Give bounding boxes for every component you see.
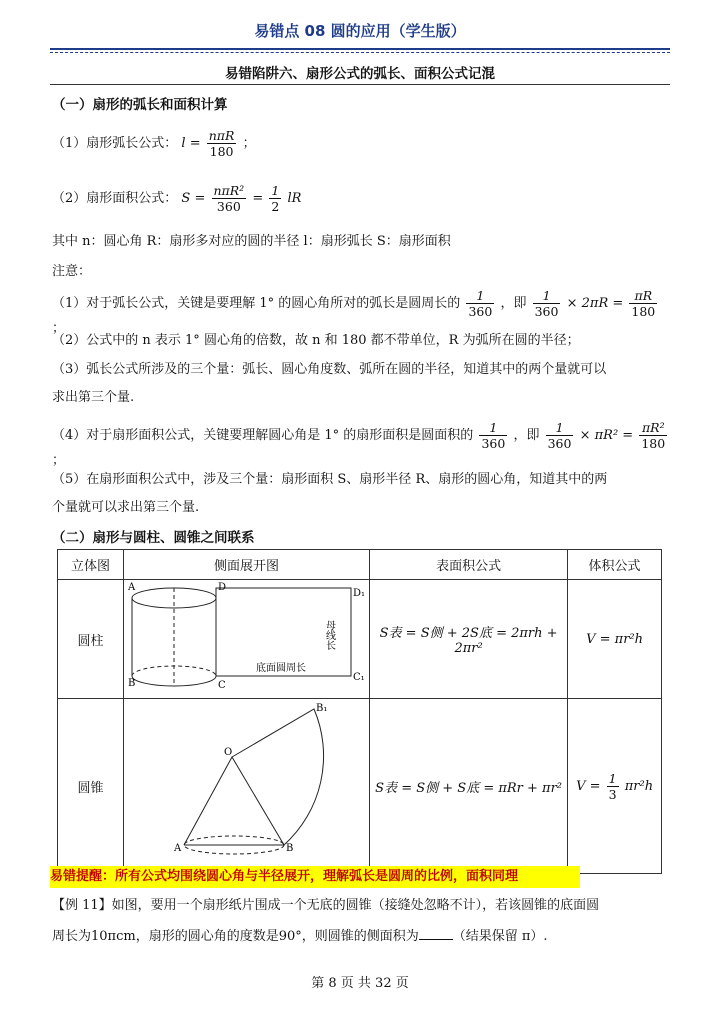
numerator: 1 <box>608 770 617 786</box>
denominator: 2 <box>271 199 280 214</box>
label-D: D <box>218 582 227 593</box>
example-line-1: 【例 11】如图，要用一个扇形纸片围成一个无底的圆锥（接缝处忽略不计），若该圆锥的底面圆 <box>52 898 600 913</box>
formula-lhs: S = <box>181 191 206 206</box>
cylinder-surface-formula: S表 = S侧 + 2S底 = 2πrh + 2πr² <box>370 580 568 699</box>
sector <box>232 709 324 845</box>
row-name: 圆锥 <box>58 699 124 874</box>
note-3b: 求出第三个量. <box>52 390 135 405</box>
formula-label: （1）扇形弧长公式： <box>52 136 178 151</box>
table-header: 侧面展开图 <box>124 550 370 580</box>
note-text: ，即 <box>513 428 540 443</box>
numerator: πR² <box>639 420 667 436</box>
equals: = <box>252 191 264 206</box>
fraction <box>269 183 281 214</box>
cone-surface-formula: S表 = S侧 + S底 = πRr + πr² <box>370 699 568 874</box>
denominator: 360 <box>547 436 572 451</box>
cone-net-cell <box>124 699 370 874</box>
label-D1: D₁ <box>353 588 366 599</box>
note-text: （4）对于扇形面积公式，关键要理解圆心角是 1° 的扇形面积是圆面积的 <box>52 428 474 443</box>
note-text: ； <box>52 453 66 468</box>
table-header: 体积公式 <box>568 550 662 580</box>
volume-lhs: V = <box>576 778 601 794</box>
label-A: A <box>174 843 182 854</box>
fraction <box>479 420 507 451</box>
label-B1: B₁ <box>316 703 328 714</box>
example-line-2 <box>52 927 548 947</box>
fraction <box>466 288 494 319</box>
cylinder-net-cell <box>124 580 370 699</box>
note-text: ，即 <box>500 296 527 311</box>
formula-end: lR <box>287 191 302 206</box>
trap-rule <box>50 84 670 85</box>
fraction <box>629 288 657 319</box>
note-3a: （3）弧长公式所涉及的三个量：弧长、圆心角度数、弧所在圆的半径，知道其中的两个量就可以 <box>52 362 607 377</box>
label-side-length: 母线长 <box>323 620 335 650</box>
example-text: 周长为10πcm，扇形的圆心角的度数是90°，则圆锥的侧面积为 <box>52 929 419 944</box>
fraction <box>546 420 574 451</box>
numerator: 1 <box>546 420 574 436</box>
arc-length-formula <box>52 128 256 159</box>
page-footer: 第 8 页 共 32 页 <box>311 976 409 991</box>
cone-side-left <box>184 757 232 845</box>
header-rule <box>50 48 670 50</box>
denominator: 180 <box>641 436 666 451</box>
cone-net-diagram <box>124 699 369 869</box>
label-O: O <box>224 747 233 758</box>
cylinder-volume-formula: V = πr²h <box>568 580 662 699</box>
note-text: ； <box>52 321 66 336</box>
where-line: 其中 n：圆心角 R：扇形多对应的圆的半径 l：扇形弧长 S：扇形面积 <box>52 234 451 249</box>
formula-end: ； <box>242 136 256 151</box>
fraction <box>207 128 237 159</box>
fraction <box>607 771 619 802</box>
formula-label: （2）扇形面积公式： <box>52 191 178 206</box>
label-B: B <box>128 678 136 689</box>
header-rule-dashed <box>50 52 670 53</box>
note-2: （2）公式中的 n 表示 1° 圆心角的倍数，故 n 和 180 都不带单位，R 为弧所在圆的半径； <box>52 333 580 348</box>
numerator: nπR <box>208 128 235 143</box>
mistake-tip: 易错提醒：所有公式均围绕圆心角与半径展开，理解弧长是圆周的比例，面积同理 <box>50 866 580 888</box>
section2-heading: （二）扇形与圆柱、圆锥之间联系 <box>52 530 255 546</box>
table-row <box>58 580 662 699</box>
numerator: πR <box>629 288 657 304</box>
table-row <box>58 699 662 874</box>
label-C1: C₁ <box>353 672 365 683</box>
denominator: 360 <box>534 304 559 319</box>
label-C: C <box>218 680 226 691</box>
numerator: 1 <box>271 183 280 198</box>
numerator: 1 <box>466 288 494 304</box>
section1-heading: （一）扇形的弧长和面积计算 <box>52 97 228 113</box>
numerator: 1 <box>533 288 561 304</box>
formula-lhs: l = <box>181 136 201 151</box>
answer-blank[interactable] <box>419 939 453 940</box>
denominator: 180 <box>631 304 656 319</box>
denominator: 360 <box>468 304 493 319</box>
note-4 <box>52 420 672 471</box>
formula-table <box>57 549 662 874</box>
numerator: nπR² <box>213 183 245 198</box>
table-header-row <box>58 550 662 580</box>
denominator: 360 <box>216 199 241 214</box>
label-A: A <box>128 582 136 593</box>
cone-volume-formula <box>568 699 662 874</box>
note-formula: × πR² = <box>579 428 634 443</box>
label-B: B <box>286 843 294 854</box>
area-formula <box>52 183 301 214</box>
row-name: 圆柱 <box>58 580 124 699</box>
header-title: 易错点 08 圆的应用（学生版） <box>254 22 466 40</box>
note-label: 注意： <box>52 264 92 279</box>
note-5a: （5）在扇形面积公式中，涉及三个量：扇形面积 S、扇形半径 R、扇形的圆心角，知道其中的两 <box>52 472 608 487</box>
table-header: 立体图 <box>58 550 124 580</box>
note-5b: 个量就可以求出第三个量. <box>52 500 200 515</box>
denominator: 180 <box>209 144 234 159</box>
table-header: 表面积公式 <box>370 550 568 580</box>
fraction <box>212 183 247 214</box>
label-base-circumference: 底面圆周长 <box>256 663 307 674</box>
fraction <box>639 420 667 451</box>
note-text: （1）对于弧长公式，关键是要理解 1° 的圆心角所对的弧长是圆周长的 <box>52 296 461 311</box>
denominator: 360 <box>481 436 506 451</box>
denominator: 3 <box>608 786 617 802</box>
numerator: 1 <box>479 420 507 436</box>
cylinder-net-diagram <box>124 580 369 694</box>
example-text: （结果保留 π）. <box>452 929 548 944</box>
trap-title: 易错陷阱六、扇形公式的弧长、面积公式记混 <box>225 66 495 82</box>
note-formula: × 2πR = <box>566 296 624 311</box>
volume-rhs: πr²h <box>624 778 654 794</box>
fraction <box>533 288 561 319</box>
